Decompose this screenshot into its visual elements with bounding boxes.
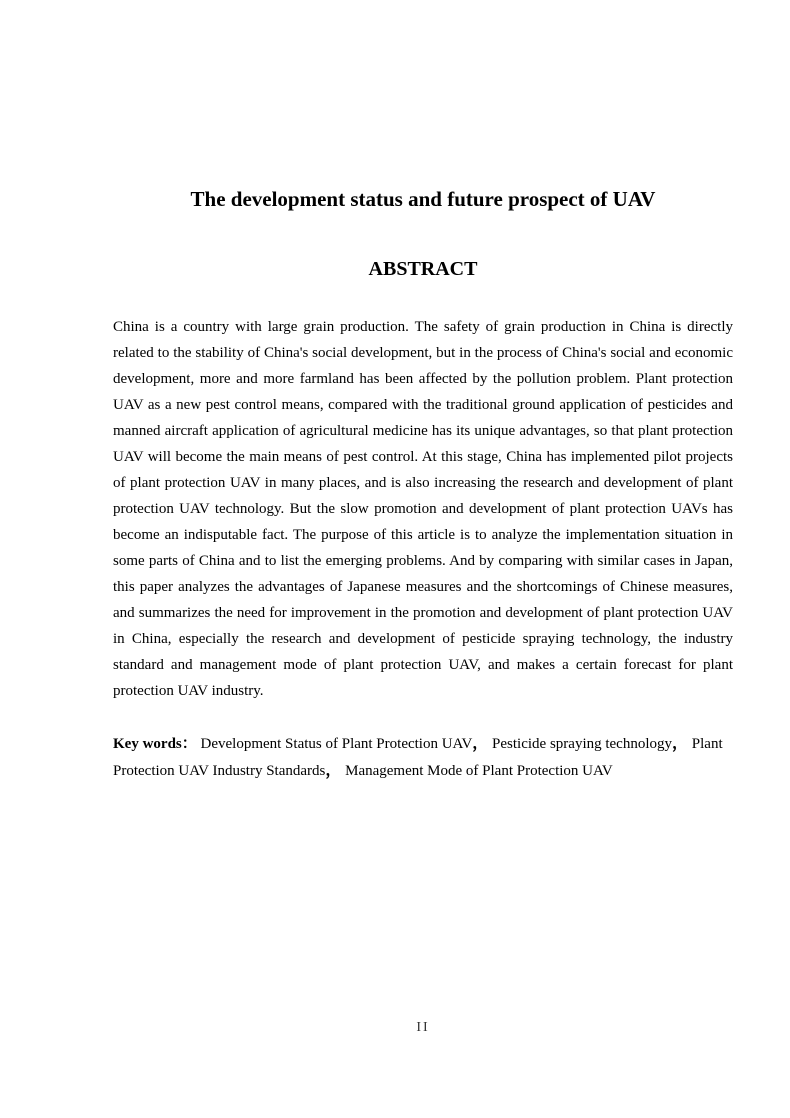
- keyword-separator: ，: [472, 733, 489, 752]
- keyword-item: Pesticide spraying technology: [492, 736, 673, 752]
- keyword-separator: ，: [672, 733, 689, 752]
- keyword-item: Management Mode of Plant Protection UAV: [345, 763, 613, 779]
- abstract-body: China is a country with large grain production. The safety of grain production in China is directly related to the stability of China's social development, but in the process of China's social and economic development, more and more farmland has been affected by the pollution problem. Plant protection UAV as a new pest control means, compared with the traditional ground application of pesticides and manned aircraft application of agricultural medicine has its unique advantages, so that plant protection UAV will become the main means of pest control. At this stage, China has implemented pilot projects of plant protection UAV in many places, and is also increasing the research and development of plant protection UAV technology. But the slow promotion and development of plant protection UAVs has become an indisputable fact. The purpose of this article is to analyze the implementation situation in some parts of China and to list the emerging problems. And by comparing with similar cases in Japan, this paper analyzes the advantages of Japanese measures and the shortcomings of Chinese measures, and summarizes the need for improvement in the promotion and development of plant protection UAV in China, especially the research and development of pesticide spraying technology, the industry standard and management mode of plant protection UAV, and makes a certain forecast for plant protection UAV industry.: [113, 319, 733, 699]
- keyword-item: Plant Protection UAV Industry Standards: [113, 736, 723, 779]
- keyword-separator: ，: [325, 760, 342, 779]
- keywords-label: Key words：: [113, 736, 197, 752]
- page-number: II: [416, 1020, 430, 1035]
- keyword-item: Development Status of Plant Protection UAV: [200, 736, 473, 752]
- document-title: The development status and future prospect of UAV: [190, 187, 656, 211]
- keywords-line: [113, 730, 733, 784]
- abstract-heading: ABSTRACT: [368, 258, 478, 280]
